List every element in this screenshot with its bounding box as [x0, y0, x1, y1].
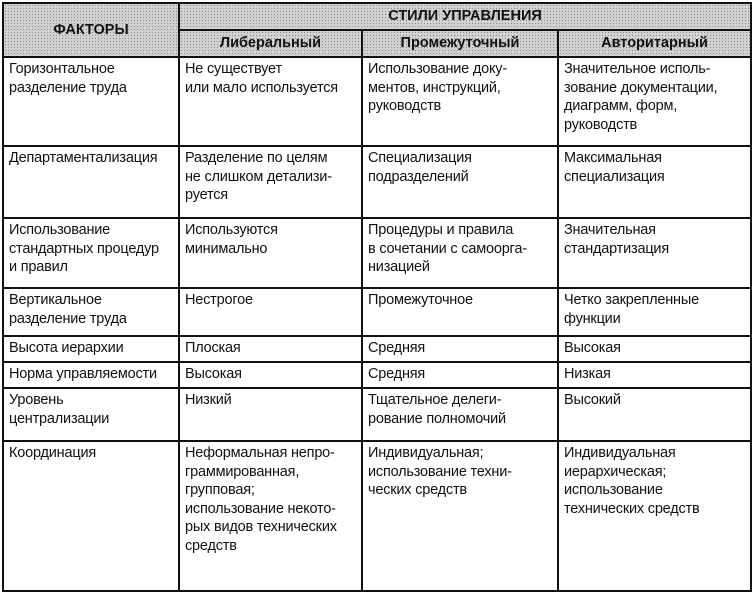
- authoritarian-text: Высокая: [564, 340, 621, 356]
- liberal-text: Используются минимально: [185, 222, 278, 257]
- liberal-cell: [179, 146, 362, 218]
- authoritarian-cell: [558, 388, 751, 441]
- table-row: [3, 218, 751, 288]
- authoritarian-cell: [558, 57, 751, 146]
- intermediate-cell: [362, 336, 558, 362]
- table-row: [3, 362, 751, 388]
- factor-text: Использование стандартных процедур и правил: [9, 222, 159, 276]
- intermediate-cell: [362, 57, 558, 146]
- authoritarian-cell: [558, 288, 751, 336]
- authoritarian-cell: [558, 146, 751, 218]
- authoritarian-cell: [558, 336, 751, 362]
- table-row: [3, 146, 751, 218]
- liberal-cell: [179, 388, 362, 441]
- liberal-cell: [179, 57, 362, 146]
- table-row: [3, 288, 751, 336]
- liberal-cell: [179, 288, 362, 336]
- authoritarian-cell: [558, 218, 751, 288]
- factors-header: ФАКТОРЫ: [3, 3, 179, 57]
- authoritarian-text: Высокий: [564, 392, 621, 408]
- authoritarian-text: Значительное исполь- зование документации, диаграмм, форм, руководств: [564, 61, 718, 133]
- intermediate-text: Средняя: [368, 366, 426, 382]
- factor-text: Высота иерархии: [9, 340, 124, 356]
- header-row-top: [3, 3, 751, 30]
- intermediate-text: Тщательное делеги- рование полномочий: [368, 392, 506, 427]
- liberal-text: Высокая: [185, 366, 242, 382]
- intermediate-cell: [362, 146, 558, 218]
- factor-text: Координация: [9, 445, 96, 461]
- style-header-intermediate: Промежуточный: [362, 30, 558, 57]
- authoritarian-text: Четко закрепленные функции: [564, 292, 699, 327]
- authoritarian-cell: [558, 362, 751, 388]
- liberal-cell: [179, 218, 362, 288]
- authoritarian-text: Низкая: [564, 366, 611, 382]
- liberal-text: Плоская: [185, 340, 241, 356]
- factor-cell: [3, 388, 179, 441]
- liberal-text: Низкий: [185, 392, 232, 408]
- intermediate-cell: [362, 362, 558, 388]
- factor-text: Вертикальное разделение труда: [9, 292, 127, 327]
- table-row: [3, 388, 751, 441]
- factor-cell: [3, 57, 179, 146]
- liberal-cell: [179, 336, 362, 362]
- factor-text: Горизонтальное разделение труда: [9, 61, 127, 96]
- intermediate-cell: [362, 218, 558, 288]
- authoritarian-text: Индивидуальная иерархическая; использование технических средств: [564, 445, 700, 517]
- factor-cell: [3, 362, 179, 388]
- table-row: [3, 441, 751, 591]
- liberal-text: Разделение по целям не слишком детализи- руется: [185, 150, 332, 204]
- liberal-cell: [179, 362, 362, 388]
- intermediate-text: Средняя: [368, 340, 426, 356]
- factor-text: Уровень централизации: [9, 392, 110, 427]
- liberal-text: Не существует или мало используется: [185, 61, 338, 96]
- authoritarian-text: Максимальная специализация: [564, 150, 665, 185]
- factor-cell: [3, 336, 179, 362]
- intermediate-cell: [362, 288, 558, 336]
- intermediate-text: Специализация подразделений: [368, 150, 472, 185]
- factor-cell: [3, 146, 179, 218]
- intermediate-text: Процедуры и правила в сочетании с самоорга- низацией: [368, 222, 527, 276]
- intermediate-text: Использование доку- ментов, инструкций, руководств: [368, 61, 507, 115]
- style-header-liberal: Либеральный: [179, 30, 362, 57]
- authoritarian-text: Значительная стандартизация: [564, 222, 669, 257]
- liberal-text: Нестрогое: [185, 292, 253, 308]
- management-styles-table: [2, 2, 752, 592]
- factor-cell: [3, 441, 179, 591]
- authoritarian-cell: [558, 441, 751, 591]
- table-row: [3, 57, 751, 146]
- factor-cell: [3, 288, 179, 336]
- intermediate-text: Индивидуальная; использование техни- ческих средств: [368, 445, 512, 499]
- liberal-cell: [179, 441, 362, 591]
- factor-text: Норма управляемости: [9, 366, 157, 382]
- table-row: [3, 336, 751, 362]
- management-styles-table-container: [2, 2, 750, 592]
- factor-text: Департаментализация: [9, 150, 158, 166]
- factor-cell: [3, 218, 179, 288]
- intermediate-cell: [362, 441, 558, 591]
- intermediate-cell: [362, 388, 558, 441]
- intermediate-text: Промежуточное: [368, 292, 473, 308]
- styles-header: СТИЛИ УПРАВЛЕНИЯ: [179, 3, 751, 30]
- style-header-authoritarian: Авторитарный: [558, 30, 751, 57]
- liberal-text: Неформальная непро- граммированная, групповая; использование некото- рых видов технических средств: [185, 445, 337, 554]
